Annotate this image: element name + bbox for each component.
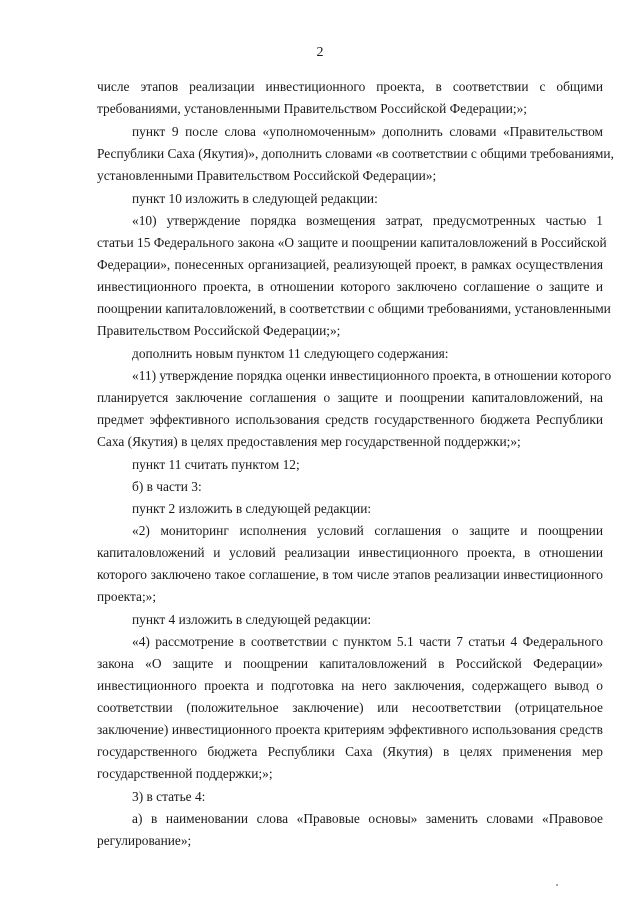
text-line: «4) рассмотрение в соответствии с пунктом 5.1 части 7 статьи 4 Федерального: [132, 634, 603, 649]
text-line: 3) в статье 4:: [132, 789, 206, 804]
text-line: пункт 4 изложить в следующей редакции:: [132, 612, 372, 627]
text-line: числе этапов реализации инвестиционного проекта, в соответствии с общими: [97, 79, 603, 94]
text-line: инвестиционного проекта и подготовка на него заключения, содержащего вывод о: [97, 678, 603, 693]
text-line: регулирование»;: [97, 833, 192, 848]
text-line: «10) утверждение порядка возмещения затрат, предусмотренных частью 1: [132, 213, 603, 228]
text-line: статьи 15 Федерального закона «О защите и поощрении капиталовложений в Российской: [97, 235, 607, 250]
text-line: инвестиционного проекта, в отношении которого заключено соглашение о защите и: [97, 279, 603, 294]
text-line: поощрении капиталовложений, в соответствии с общими требованиями, установленными: [97, 301, 611, 316]
text-line: «11) утверждение порядка оценки инвестиционного проекта, в отношении которого: [132, 368, 612, 383]
text-line: Правительством Российской Федерации;»;: [97, 323, 341, 338]
text-line: требованиями, установленными Правительством Российской Федерации;»;: [97, 101, 528, 116]
text-line: заключение) инвестиционного проекта критериям эффективного использования средств: [97, 722, 603, 737]
scan-speck: [556, 884, 558, 886]
text-line: пункт 2 изложить в следующей редакции:: [132, 501, 372, 516]
text-line: пункт 9 после слова «уполномоченным» дополнить словами «Правительством: [132, 124, 603, 139]
text-line: закона «О защите и поощрении капиталовложений в Российской Федерации»: [97, 656, 603, 671]
text-line: которого заключено такое соглашение, в том числе этапов реализации инвестиционного: [97, 567, 603, 582]
text-line: Саха (Якутия) в целях предоставления мер государственной поддержки;»;: [97, 434, 521, 449]
text-line: проекта;»;: [97, 589, 157, 604]
text-line: пункт 11 считать пунктом 12;: [132, 457, 300, 472]
text-line: б) в части 3:: [132, 479, 202, 494]
text-line: планируется заключение соглашения о защите и поощрении капиталовложений, на: [97, 390, 603, 405]
text-line: Федерации», понесенных организацией, реализующей проект, в рамках осуществления: [97, 257, 603, 272]
text-line: государственного бюджета Республики Саха (Якутия) в целях применения мер: [97, 744, 603, 759]
page-number: 2: [316, 45, 324, 60]
text-line: установленными Правительством Российской Федерации»;: [97, 168, 437, 183]
text-line: капиталовложений и условий реализации инвестиционного проекта, в отношении: [97, 545, 603, 560]
text-line: «2) мониторинг исполнения условий соглашения о защите и поощрении: [132, 523, 603, 538]
text-line: соответствии (положительное заключение) или несоответствии (отрицательное: [97, 700, 603, 715]
text-line: дополнить новым пунктом 11 следующего содержания:: [132, 346, 449, 361]
text-line: предмет эффективного использования средств государственного бюджета Республики: [97, 412, 603, 427]
text-line: а) в наименовании слова «Правовые основы» заменить словами «Правовое: [132, 811, 603, 826]
text-line: пункт 10 изложить в следующей редакции:: [132, 191, 378, 206]
text-line: Республики Саха (Якутия)», дополнить словами «в соответствии с общими требованиями,: [97, 146, 614, 161]
text-line: государственной поддержки;»;: [97, 766, 273, 781]
